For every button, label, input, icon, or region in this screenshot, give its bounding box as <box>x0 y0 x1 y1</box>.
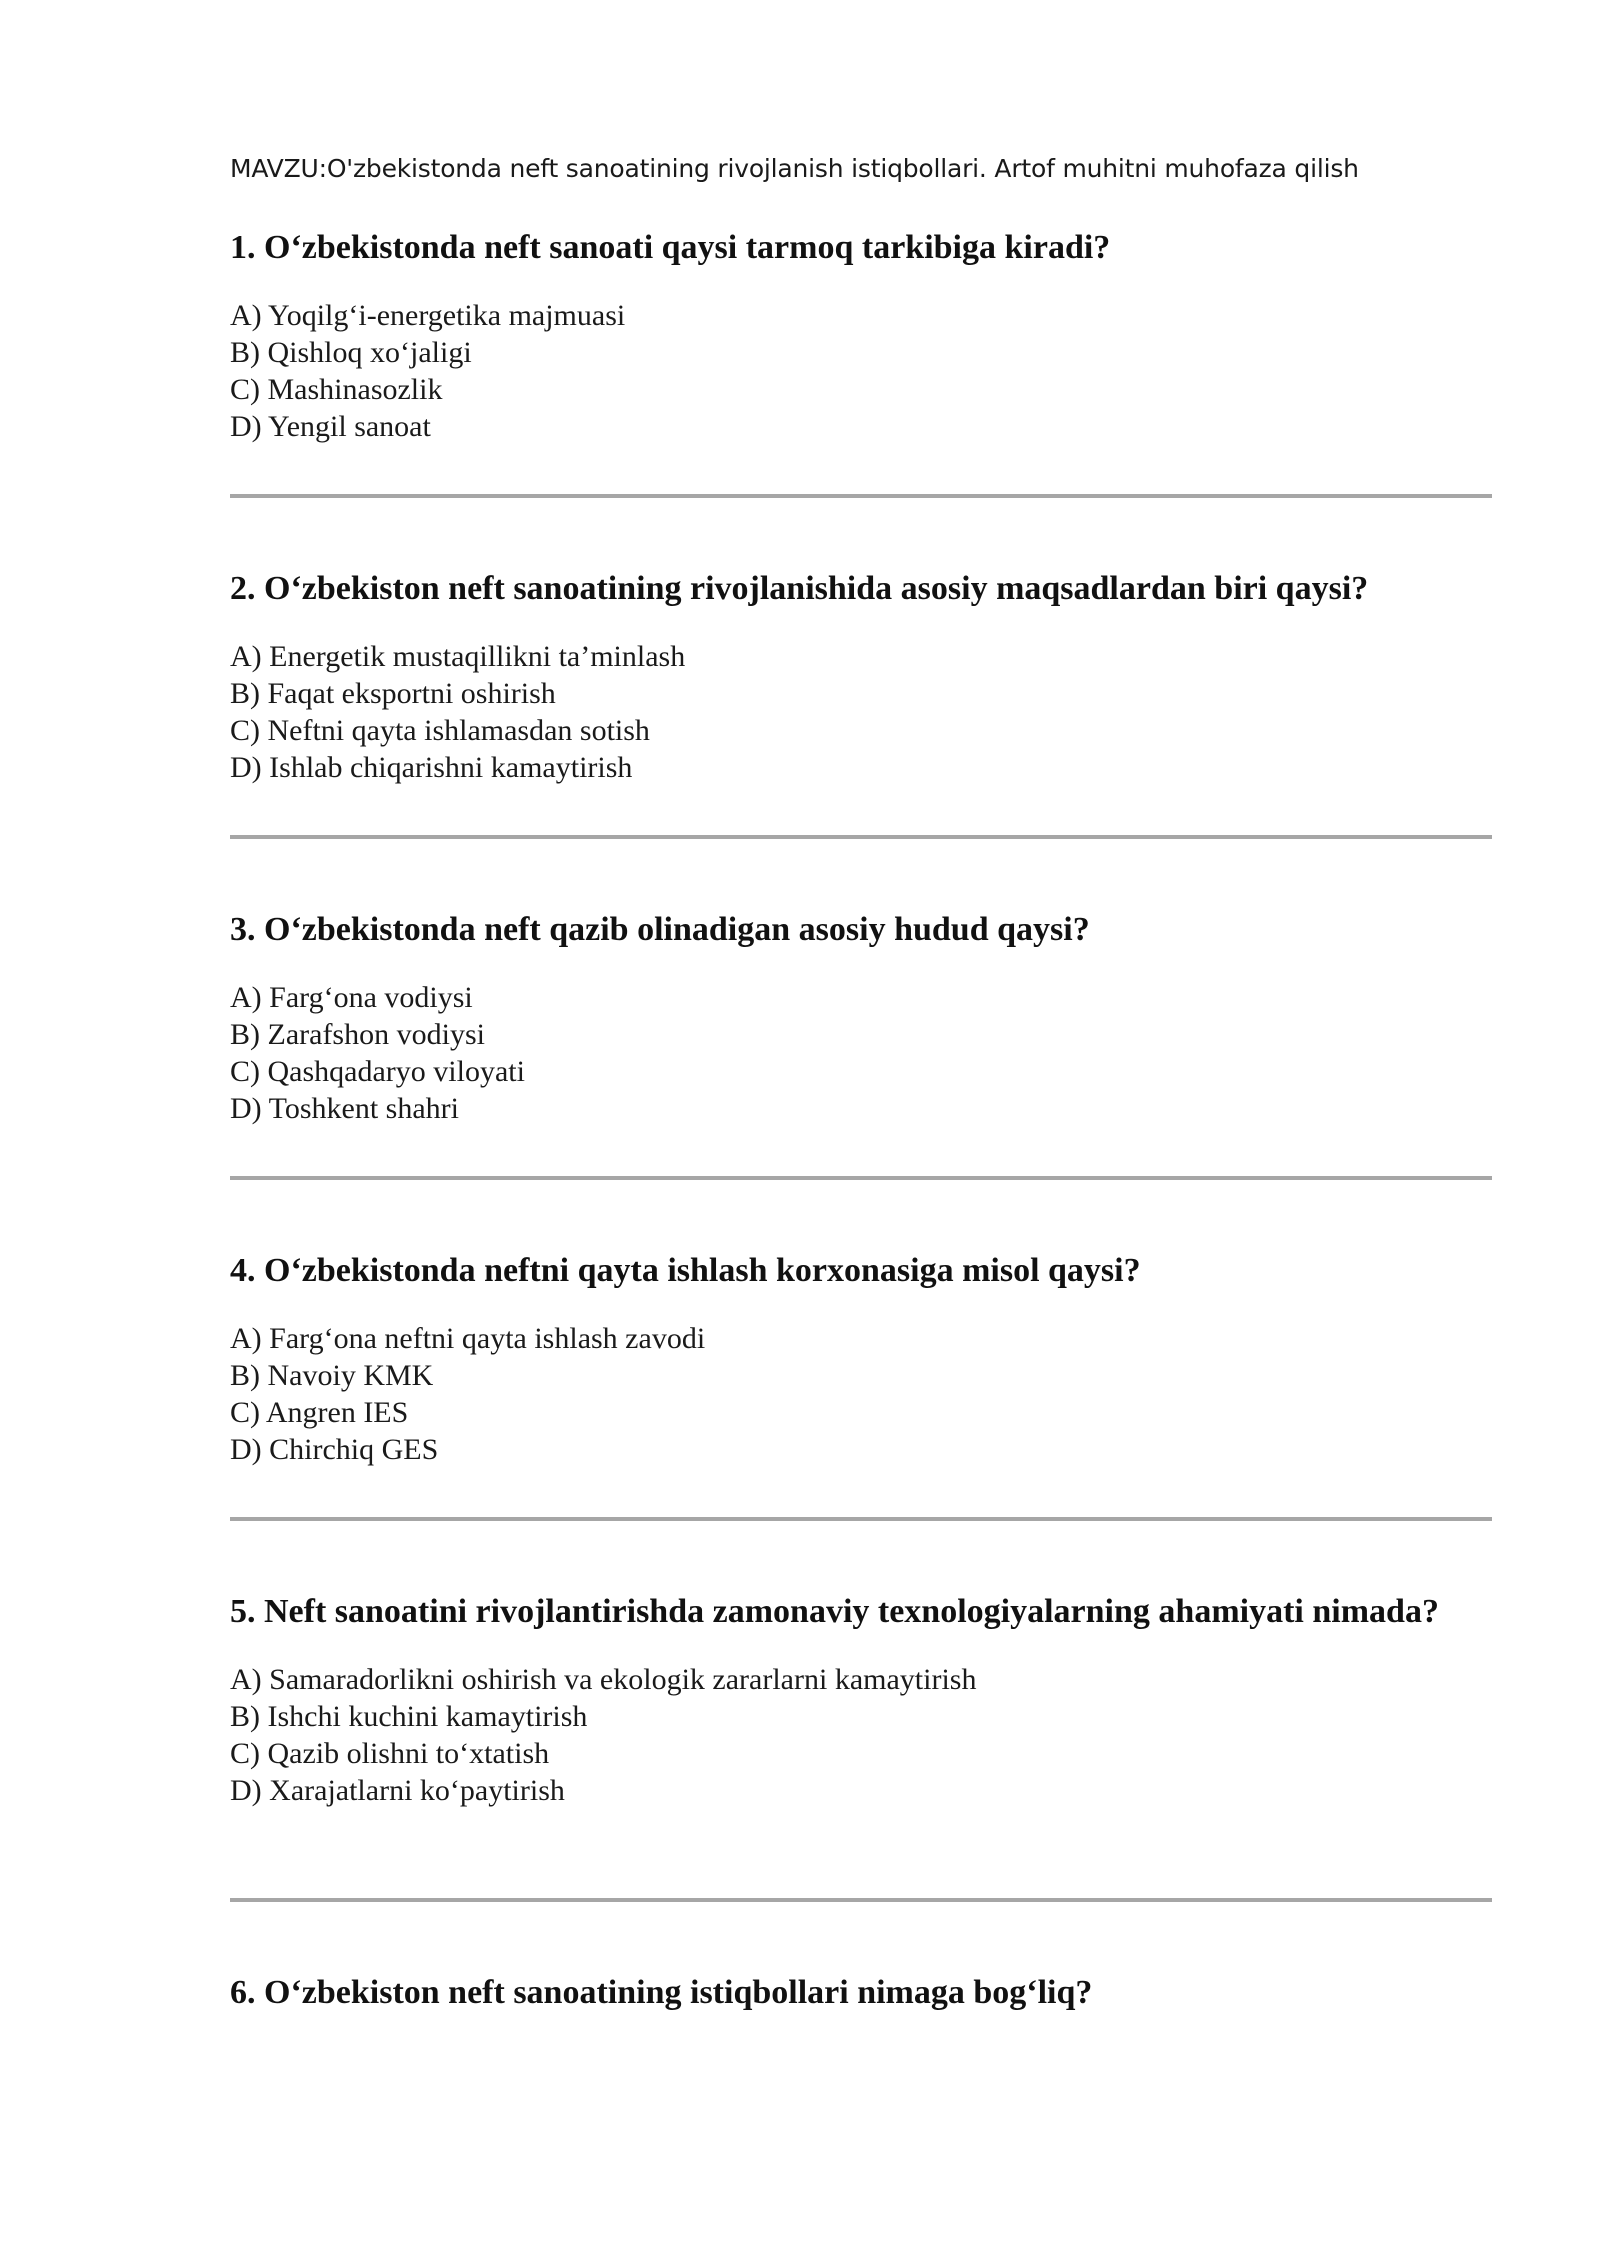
answer-option-c: C) Neftni qayta ishlamasdan sotish <box>230 714 650 747</box>
divider <box>230 1517 1492 1521</box>
answer-option-a: A) Farg‘ona vodiysi <box>230 981 473 1014</box>
answer-option-c: C) Angren IES <box>230 1396 409 1429</box>
question-1 <box>230 229 1490 445</box>
answer-option-b: B) Navoiy KMK <box>230 1359 434 1392</box>
divider <box>230 835 1492 839</box>
question-3 <box>230 911 1490 1127</box>
answer-options <box>230 297 1490 445</box>
answer-option-a: A) Energetik mustaqillikni ta’minlash <box>230 640 686 673</box>
question-6 <box>230 1974 1490 2012</box>
answer-option-b: B) Ishchi kuchini kamaytirish <box>230 1700 588 1733</box>
answer-options <box>230 1661 1490 1809</box>
answer-option-a: A) Samaradorlikni oshirish va ekologik zararlarni kamaytirish <box>230 1663 977 1696</box>
answer-options <box>230 979 1490 1127</box>
question-title: 2. O‘zbekiston neft sanoatining rivojlanishida asosiy maqsadlardan biri qaysi? <box>230 570 1369 607</box>
answer-option-b: B) Faqat eksportni oshirish <box>230 677 556 710</box>
answer-options <box>230 638 1490 786</box>
answer-option-a: A) Farg‘ona neftni qayta ishlash zavodi <box>230 1322 706 1355</box>
answer-option-b: B) Zarafshon vodiysi <box>230 1018 485 1051</box>
answer-option-d: D) Xarajatlarni ko‘paytirish <box>230 1774 565 1807</box>
question-title: 1. O‘zbekistonda neft sanoati qaysi tarmoq tarkibiga kiradi? <box>230 229 1111 266</box>
answer-option-a: A) Yoqilg‘i-energetika majmuasi <box>230 299 626 332</box>
answer-option-b: B) Qishloq xo‘jaligi <box>230 336 472 369</box>
question-2 <box>230 570 1490 786</box>
topic-heading: MAVZU:O'zbekistonda neft sanoatining rivojlanish istiqbollari. Artof muhitni muhofaza qilish <box>230 154 1359 183</box>
question-5 <box>230 1593 1490 1809</box>
answer-option-c: C) Qazib olishni to‘xtatish <box>230 1737 550 1770</box>
divider <box>230 1176 1492 1180</box>
answer-option-d: D) Chirchiq GES <box>230 1433 439 1466</box>
answer-option-c: C) Mashinasozlik <box>230 373 443 406</box>
divider <box>230 494 1492 498</box>
question-title: 4. O‘zbekistonda neftni qayta ishlash korxonasiga misol qaysi? <box>230 1252 1141 1289</box>
answer-options <box>230 1320 1490 1468</box>
answer-option-d: D) Yengil sanoat <box>230 410 431 443</box>
answer-option-d: D) Toshkent shahri <box>230 1092 459 1125</box>
question-title: 6. O‘zbekiston neft sanoatining istiqbollari nimaga bog‘liq? <box>230 1974 1093 2011</box>
question-title: 3. O‘zbekistonda neft qazib olinadigan asosiy hudud qaysi? <box>230 911 1090 948</box>
question-title: 5. Neft sanoatini rivojlantirishda zamonaviy texnologiyalarning ahamiyati nimada? <box>230 1593 1439 1630</box>
divider <box>230 1898 1492 1902</box>
answer-option-d: D) Ishlab chiqarishni kamaytirish <box>230 751 633 784</box>
answer-option-c: C) Qashqadaryo viloyati <box>230 1055 525 1088</box>
question-4 <box>230 1252 1490 1468</box>
